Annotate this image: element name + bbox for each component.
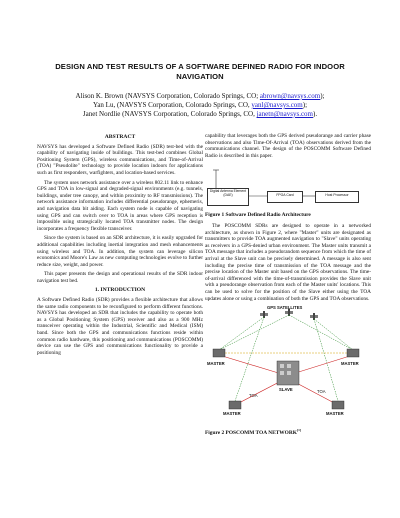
title-line-2: NAVIGATION	[176, 72, 224, 81]
gps-satellites-label: GPS SATELLITES	[267, 305, 303, 311]
introduction-heading: 1. INTRODUCTION	[94, 287, 146, 294]
master-unit-icon	[213, 349, 225, 357]
figure-2-caption: Figure 2 POSCOMM TOA NETWORK[1]	[205, 428, 302, 436]
author-line: Alison K. Brown (NAVSYS Corporation, Colorado Springs, CO; abrown@navsys.com);	[75, 92, 325, 100]
left-column	[37, 132, 203, 359]
figure-1-caption: Figure 1 Software Defined Radio Architecture	[205, 212, 311, 219]
master-label: MASTER	[207, 361, 225, 367]
gps-satellite-icon	[260, 311, 268, 318]
author-email-link[interactable]: janetn@navsys.com	[256, 110, 314, 118]
body-paragraph: capability that leverages both the GPS derived pseudorange and carrier phase observations and also Time-Of-Arrival (TOA) observations derived from the communications channel. The design of the POSCOMM Software Defined Radio is described in this paper.	[205, 133, 371, 159]
paper-title	[20, 62, 380, 82]
figure-2-network-diagram	[205, 305, 371, 425]
dae-box: Digital Antenna Element (DAE)	[207, 188, 249, 206]
abstract-paragraph: NAVSYS has developed a Software Defined Radio (SDR) test-bed with the capability of navigating inside of buildings. This test-bed combines Global Positioning System (GPS), wireless communications, and Time-of-Arrival (TOA) "Pseudolite" technology to provide location indoors for applications such as first responders, warfighters, and location-based services.	[37, 143, 203, 176]
gps-satellite-icon	[310, 313, 318, 320]
master-label: MASTER	[341, 361, 359, 367]
master-unit-icon	[229, 401, 241, 409]
author-email-link[interactable]: yanl@navsys.com	[251, 101, 303, 109]
body-paragraph: The POSCOMM SDRs are designed to operate in a networked architecture, as shown in Figure 2, where "Master" units are designated as transmitters to provide TOA augmented navigation to "Slave" units operating as receivers in a GPS-denied urban environment. The Master units transmit a TOA message that includes a pseudorandom sequence from which the time of arrival at the Slave unit can be precisely determined. A message is also sent including the precise time of transmission of the TOA message and the precise location of the Master unit based on the GPS observations. The time-of-arrival differenced with the time-of-transmission provides the Slave unit with a pseudorange observation from each of the Master units' locations. This can be used to solve for the position of the Slave either using the TOA updates alone or using a combination of both the GPS and TOA observations.	[205, 222, 371, 302]
author-line: Yan Lu, (NAVSYS Corporation, Colorado Springs, CO, yanl@navsys.com);	[92, 101, 308, 109]
abstract-paragraph: Since the system is based on an SDR architecture, it is easily upgraded for additional capabilities including inertial integration and mesh enhancements using wireless and TOA. In addition, the system can leverage silicon economics and Moore's Law as new computing technologies evolve to further reduce size, weight, and power.	[37, 235, 203, 268]
abstract-heading: ABSTRACT	[104, 134, 136, 140]
slave-building-icon	[277, 361, 299, 385]
right-column	[205, 133, 371, 440]
master-label: MASTER	[223, 411, 241, 417]
figure-1-diagram	[205, 162, 371, 210]
author-email-link[interactable]: abrown@navsys.com	[259, 92, 321, 100]
abstract-paragraph: This paper presents the design and operational results of the SDR indoor navigation test bed.	[37, 271, 203, 284]
toa-label: TOA	[249, 393, 258, 399]
author-list	[20, 92, 380, 119]
title-line-1: DESIGN AND TEST RESULTS OF A SOFTWARE DEFINED RADIO FOR INDOOR	[55, 62, 345, 71]
host-processor-box: Host Processor	[315, 191, 359, 203]
introduction-paragraph: A Software Defined Radio (SDR) provides a flexible architecture that allows the same radio components to be reconfigured to perform different functions. NAVSYS has developed an SDR that includes the capability to operate both as a Global Positioning System (GPS) receiver and also as a 900 MHz transceiver operating within the Industrial, Scientific and Medical (ISM) band. Since both the GPS and communications functions reside within common radio hardware, this positioning and communications (POSCOMM) device can use the GPS and communications functionality to provide a positioning	[37, 297, 203, 356]
citation-reference: [1]	[296, 428, 302, 433]
master-unit-icon	[332, 401, 344, 409]
abstract-paragraph: The system uses network assistance over a wireless 802.11 link to enhance GPS and TOA in low-signal and degraded-signal environments (e.g. tunnels, buildings, under tree canopy, and within proximity to RF transmissions). The network assistance information includes differential pseudorange, ephemeris, and navigation data bit aiding. Each system node is capable of navigating using GPS and can switch over to TOA in areas where GPS reception is impossible using strategically located TOA transmitter nodes. The design incorporates a frequency flexible transceiver.	[37, 179, 203, 232]
toa-label: TOA	[317, 389, 326, 395]
master-label: MASTER	[326, 411, 344, 417]
master-unit-icon	[347, 349, 359, 357]
fpga-card-box: FPGA Card	[267, 191, 303, 203]
author-line: Janet Nordlie (NAVSYS Corporation, Colorado Springs, CO, janetn@navsys.com).	[82, 110, 318, 118]
slave-label: SLAVE	[279, 387, 293, 393]
